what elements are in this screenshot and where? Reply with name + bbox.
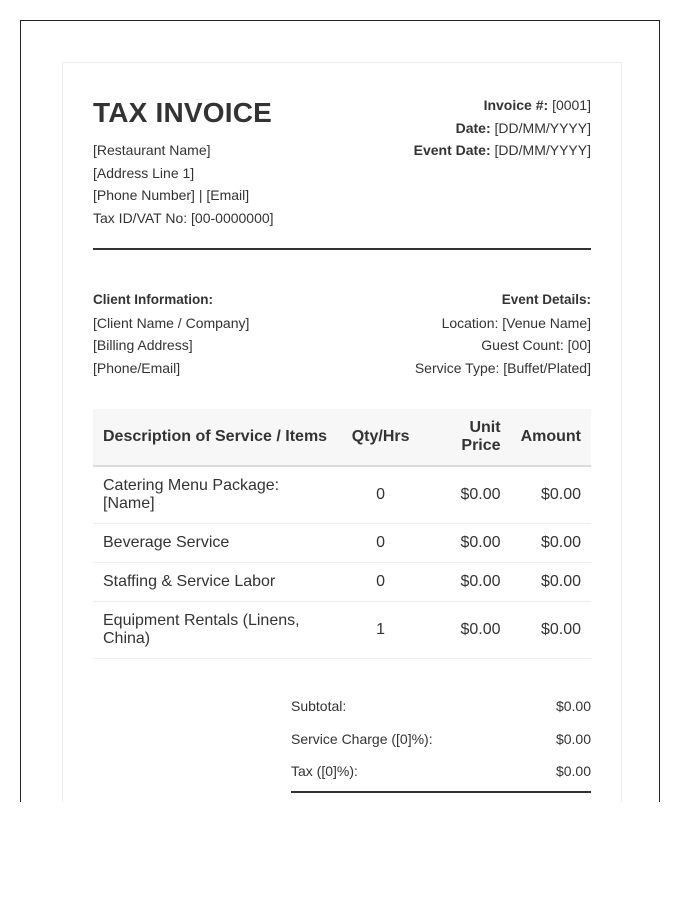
header-divider [93, 248, 591, 250]
row-description: Staffing & Service Labor [93, 563, 341, 602]
row-unit-price: $0.00 [421, 602, 511, 659]
table-row [93, 524, 591, 563]
event-guest-count: Guest Count: [00] [481, 337, 591, 353]
event-date-value: [DD/MM/YYYY] [494, 142, 591, 158]
header-amount: Amount [511, 409, 591, 466]
invoice-number-line [414, 94, 591, 117]
seller-tax-id: Tax ID/VAT No: [00-0000000] [93, 209, 274, 226]
table-row [93, 466, 591, 524]
invoice-sheet [62, 62, 622, 802]
row-qty: 1 [341, 602, 421, 659]
invoice-number-value: [0001] [552, 97, 591, 113]
invoice-number-label: Invoice #: [483, 97, 549, 113]
client-address: [Billing Address] [93, 337, 193, 353]
client-contact: [Phone/Email] [93, 359, 181, 376]
table-header-row [93, 409, 591, 466]
event-service-type: Service Type: [Buffet/Plated] [414, 359, 591, 376]
table-row [93, 602, 591, 659]
subtotal-value: $0.00 [555, 698, 591, 714]
tax-row [291, 756, 591, 789]
invoice-date-label: Date: [455, 119, 491, 136]
header-qty: Qty/Hrs [341, 409, 421, 466]
event-date-line [414, 139, 591, 162]
totals-section [291, 691, 591, 793]
seller-contact: [Phone Number] | [Email] [93, 187, 250, 203]
row-description: Beverage Service [93, 524, 341, 563]
seller-info [93, 139, 274, 229]
subtotal-row [291, 691, 591, 724]
row-amount: $0.00 [511, 524, 591, 563]
invoice-title: TAX INVOICE [93, 97, 273, 128]
row-qty: 0 [341, 524, 421, 563]
tax-value: $0.00 [555, 763, 591, 779]
row-qty: 0 [341, 563, 421, 602]
row-amount: $0.00 [511, 466, 591, 524]
event-details [415, 289, 591, 379]
row-unit-price: $0.00 [421, 466, 511, 524]
row-description: Catering Menu Package: [Name] [93, 466, 341, 524]
invoice-date-line [414, 117, 591, 140]
event-location: Location: [Venue Name] [441, 314, 591, 331]
tax-label: Tax ([0]%): [291, 763, 358, 779]
invoice-date-value: [DD/MM/YYYY] [494, 119, 591, 136]
row-qty: 0 [341, 466, 421, 524]
header-unit-price: Unit Price [421, 409, 511, 466]
service-charge-value: $0.00 [555, 730, 591, 747]
client-name: [Client Name / Company] [93, 314, 250, 331]
header-description: Description of Service / Items [93, 409, 341, 466]
row-amount: $0.00 [511, 563, 591, 602]
row-unit-price: $0.00 [421, 563, 511, 602]
row-amount: $0.00 [511, 602, 591, 659]
service-charge-label: Service Charge ([0]%): [291, 730, 433, 747]
service-charge-row [291, 724, 591, 757]
client-info [93, 289, 249, 379]
event-date-label: Event Date: [413, 142, 491, 158]
seller-name: [Restaurant Name] [93, 142, 211, 158]
table-row [93, 563, 591, 602]
event-heading: Event Details: [501, 292, 591, 307]
line-items-table [93, 409, 591, 659]
client-heading: Client Information: [93, 292, 213, 307]
document-frame [20, 20, 660, 802]
row-unit-price: $0.00 [421, 524, 511, 563]
invoice-meta [414, 94, 591, 162]
seller-address: [Address Line 1] [93, 164, 195, 181]
row-description: Equipment Rentals (Linens, China) [93, 602, 341, 659]
totals-divider [291, 791, 591, 793]
subtotal-label: Subtotal: [291, 698, 347, 714]
